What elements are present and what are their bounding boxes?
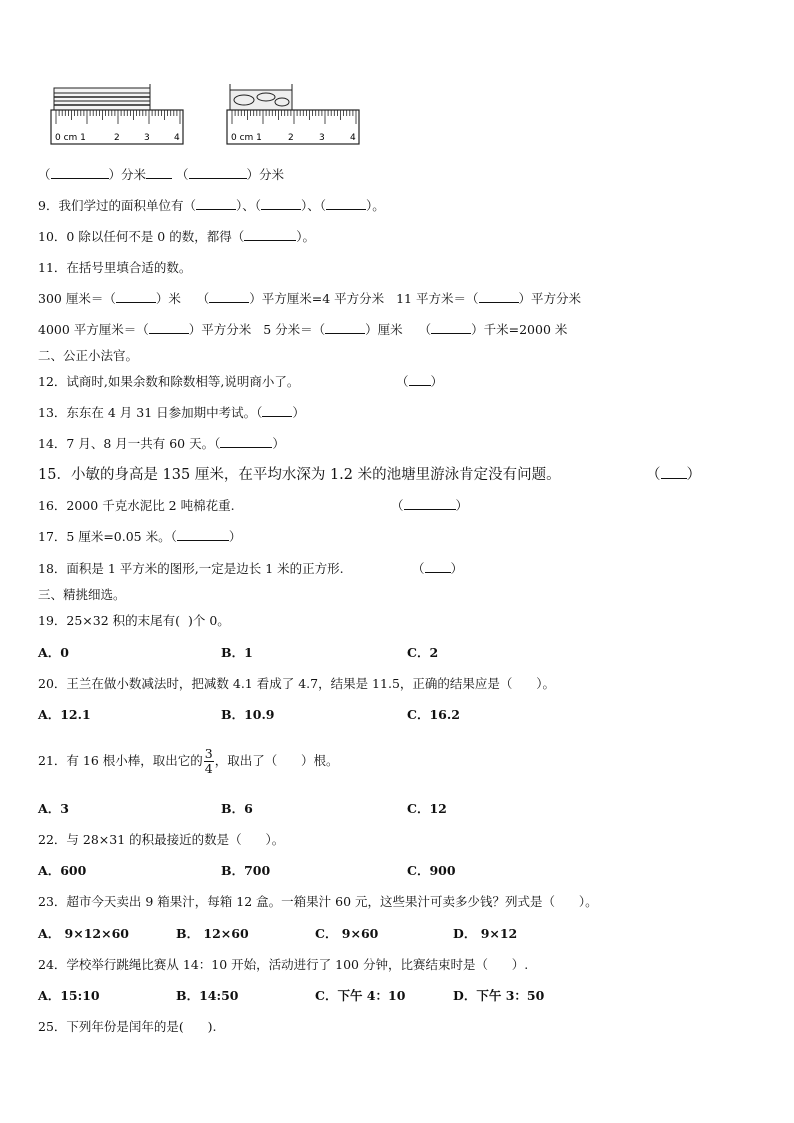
answer-blank[interactable] xyxy=(149,322,189,334)
answer-blank[interactable] xyxy=(261,198,301,210)
option-a[interactable]: A．600 xyxy=(38,863,87,878)
option-c[interactable]: C． 9×60 xyxy=(315,926,379,941)
section-heading-3: 三、精挑细选。 xyxy=(38,587,126,602)
option-a[interactable]: A．0 xyxy=(38,645,69,660)
answer-blank[interactable] xyxy=(262,405,292,417)
ruler-label: 2 xyxy=(288,133,294,143)
ruler-label: 3 xyxy=(144,133,150,143)
answer-blank[interactable] xyxy=(425,561,451,573)
answer-blank[interactable] xyxy=(209,291,249,303)
ruler-figure-1 xyxy=(50,84,186,146)
answer-blank[interactable] xyxy=(220,436,272,448)
question-17: 17．5 厘米=0.05 米。（ ） xyxy=(38,529,242,544)
question-18: 18．面积是 1 平方米的图形,一定是边长 1 米的正方形. xyxy=(38,561,344,576)
answer-blank[interactable] xyxy=(409,374,431,386)
option-a[interactable]: A． 9×12×60 xyxy=(38,926,129,941)
fraction: $\frac{3}{4}$ xyxy=(204,746,213,776)
question-16: 16．2000 千克水泥比 2 吨棉花重. xyxy=(38,498,235,513)
answer-blank[interactable] xyxy=(51,167,109,179)
question-12-bracket: （ ） xyxy=(396,374,444,389)
question-11: 11．在括号里填合适的数。 xyxy=(38,260,192,275)
question-25: 25．下列年份是闰年的是( ). xyxy=(38,1019,217,1034)
answer-blank[interactable] xyxy=(189,167,247,179)
answer-blank[interactable] xyxy=(116,291,156,303)
answer-blank[interactable] xyxy=(244,229,296,241)
ruler-label: 4 xyxy=(350,133,356,143)
option-c[interactable]: C．16.2 xyxy=(407,707,460,722)
question-11-row-1: 300 厘米＝（ ）米 （ ）平方厘米=4 平方分米 11 平方米＝（ ）平方分米 xyxy=(38,291,582,306)
question-19: 19．25×32 积的末尾有( )个 0。 xyxy=(38,613,230,628)
answer-blank[interactable] xyxy=(177,529,229,541)
q8-answer-line: （ ）分米 （ ）分米 xyxy=(38,167,285,182)
question-15-bracket: （ ） xyxy=(646,467,701,483)
answer-blank[interactable] xyxy=(404,498,456,510)
question-22: 22．与 28×31 的积最接近的数是（ ）。 xyxy=(38,832,285,847)
question-23: 23．超市今天卖出 9 箱果汁，每箱 12 盒。一箱果汁 60 元，这些果汁可卖多少钱？列式是（ ）。 xyxy=(38,894,598,909)
option-c[interactable]: C．12 xyxy=(407,801,447,816)
option-d[interactable]: D．下午 3：50 xyxy=(453,988,545,1003)
question-12: 12．试商时,如果余数和除数相等,说明商小了。 xyxy=(38,374,300,389)
ruler-label: 2 xyxy=(114,133,120,143)
answer-blank[interactable] xyxy=(326,198,366,210)
option-c[interactable]: C．2 xyxy=(407,645,439,660)
ruler-label: 0 cm 1 xyxy=(55,133,86,143)
ruler-figure-2 xyxy=(226,84,362,146)
question-15: 15．小敏的身高是 135 厘米，在平均水深为 1.2 米的池塘里游泳肯定没有问题。 xyxy=(38,467,561,483)
option-a[interactable]: A．12.1 xyxy=(38,707,91,722)
answer-blank[interactable] xyxy=(479,291,519,303)
answer-blank[interactable] xyxy=(325,322,365,334)
option-d[interactable]: D． 9×12 xyxy=(453,926,518,941)
answer-blank[interactable] xyxy=(196,198,236,210)
question-11-row-2: 4000 平方厘米＝（ ）平方分米 5 分米＝（ ）厘米 （ ）千米=2000 米 xyxy=(38,322,568,337)
question-10: 10．0 除以任何不是 0 的数，都得（ ）。 xyxy=(38,229,315,244)
option-c[interactable]: C．下午 4：10 xyxy=(315,988,406,1003)
option-b[interactable]: B．700 xyxy=(221,863,271,878)
ruler-label: 0 cm 1 xyxy=(231,133,262,143)
option-a[interactable]: A．15:10 xyxy=(38,988,100,1003)
option-a[interactable]: A．3 xyxy=(38,801,69,816)
section-heading-2: 二、公正小法官。 xyxy=(38,348,139,363)
question-16-bracket: （ ） xyxy=(391,498,469,513)
ruler-label: 3 xyxy=(319,133,325,143)
option-b[interactable]: B．14:50 xyxy=(176,988,239,1003)
option-b[interactable]: B． 12×60 xyxy=(176,926,249,941)
question-20: 20．王兰在做小数减法时，把减数 4.1 看成了 4.7，结果是 11.5，正确的结果应是（ ）。 xyxy=(38,676,555,691)
question-13: 13．东东在 4 月 31 日参加期中考试。（ ） xyxy=(38,405,305,420)
question-18-bracket: （ ） xyxy=(412,561,464,576)
option-c[interactable]: C．900 xyxy=(407,863,456,878)
question-21: 21．有 16 根小棒，取出它的 $\frac{3}{4}$ ，取出了（ ）根。 xyxy=(38,746,339,776)
ruler-label: 4 xyxy=(174,133,180,143)
question-14: 14．7 月、8 月一共有 60 天。（ ） xyxy=(38,436,285,451)
option-b[interactable]: B．10.9 xyxy=(221,707,275,722)
answer-blank[interactable] xyxy=(146,167,172,179)
answer-blank[interactable] xyxy=(661,467,687,479)
question-9: 9．我们学过的面积单位有（ ）、（ ）、（ ）。 xyxy=(38,198,385,213)
option-b[interactable]: B．6 xyxy=(221,801,253,816)
answer-blank[interactable] xyxy=(431,322,471,334)
question-24: 24．学校举行跳绳比赛从 14：10 开始，活动进行了 100 分钟，比赛结束时是（ ）. xyxy=(38,957,529,972)
option-b[interactable]: B．1 xyxy=(221,645,253,660)
